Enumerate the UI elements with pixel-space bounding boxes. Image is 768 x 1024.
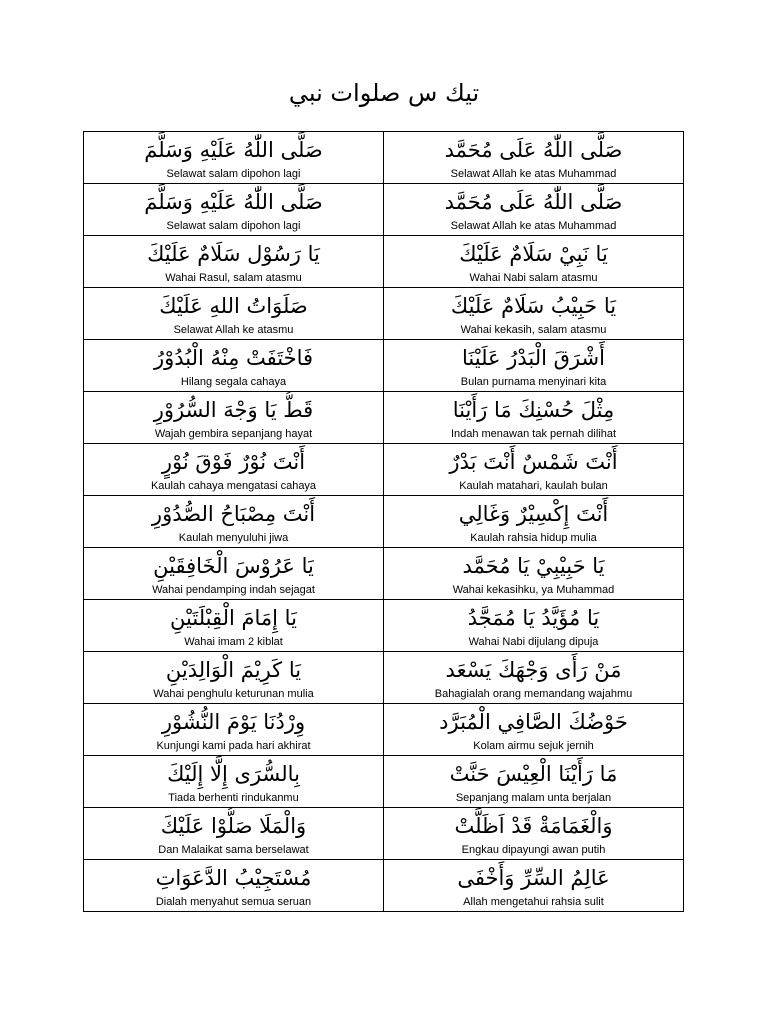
arabic-verse: قَطُّ يَا وَجْهَ السُّرُوْرِ [153, 398, 314, 422]
verse-cell-second [84, 132, 384, 184]
verse-cell-second [84, 496, 384, 548]
arabic-verse: يَا رَسُوْل سَلَامٌ عَلَيْكَ [147, 242, 320, 266]
table-row [84, 704, 684, 756]
malay-translation: Wajah gembira sepanjang hayat [154, 428, 313, 440]
verse-cell-first [384, 444, 684, 496]
verse-cell-second [84, 444, 384, 496]
arabic-verse: صَلَوَاتُ اللهِ عَلَيْكَ [159, 294, 308, 318]
arabic-verse: أَشْرَقَ الْبَدْرُ عَلَيْنَا [462, 346, 605, 370]
malay-translation: Selawat Allah ke atasmu [173, 324, 294, 336]
malay-translation: Selawat Allah ke atas Muhammad [450, 168, 617, 180]
verse-cell-first [384, 236, 684, 288]
table-row [84, 340, 684, 392]
table-row [84, 652, 684, 704]
malay-translation: Wahai penghulu keturunan mulia [153, 688, 314, 700]
selawat-table [83, 131, 684, 912]
malay-translation: Wahai kekasihku, ya Muhammad [452, 584, 615, 596]
verse-cell-first [384, 808, 684, 860]
malay-translation: Allah mengetahui rahsia sulit [463, 896, 604, 908]
table-row [84, 132, 684, 184]
verse-cell-second [84, 704, 384, 756]
verse-cell-second [84, 808, 384, 860]
verse-cell-second [84, 756, 384, 808]
malay-translation: Kaulah menyuluhi jiwa [178, 532, 289, 544]
verse-cell-second [84, 236, 384, 288]
verse-cell-second [84, 600, 384, 652]
table-row [84, 392, 684, 444]
verse-cell-first [384, 756, 684, 808]
verse-cell-first [384, 184, 684, 236]
malay-translation: Kaulah cahaya mengatasi cahaya [150, 480, 317, 492]
verse-cell-first [384, 548, 684, 600]
malay-translation: Selawat Allah ke atas Muhammad [450, 220, 617, 232]
arabic-verse: صَلَّى اللّٰهُ عَلَى مُحَمَّد [444, 190, 623, 214]
verse-cell-second [84, 392, 384, 444]
arabic-verse: عَالِمُ السِّرِّ وَأَخْفَى [457, 866, 610, 890]
verse-cell-second [84, 340, 384, 392]
malay-translation: Wahai pendamping indah sejagat [152, 584, 315, 596]
arabic-verse: صَلَّى اللّٰهُ عَلَى مُحَمَّد [444, 138, 623, 162]
verse-cell-first [384, 496, 684, 548]
arabic-verse: مَا رَأَيْنَا الْعِيْسَ حَنَّتْ [449, 762, 618, 786]
arabic-verse: صَلَّى اللّٰهُ عَلَيْهِ وَسَلَّمَ [144, 190, 323, 214]
malay-translation: Wahai Rasul, salam atasmu [165, 272, 302, 284]
arabic-verse: يَا نَبِيْ سَلَامٌ عَلَيْكَ [459, 242, 608, 266]
verse-cell-second [84, 548, 384, 600]
malay-translation: Kunjungi kami pada hari akhirat [156, 740, 311, 752]
arabic-verse: حَوْضُكَ الصَّافِي الْمُبَرَّد [439, 710, 628, 734]
verse-cell-second [84, 288, 384, 340]
selawat-table-body [84, 132, 684, 912]
arabic-verse: أَنْتَ مِصْبَاحُ الصُّدُوْرِ [151, 502, 316, 526]
arabic-verse: أَنْتَ شَمْسٌ أَنْتَ بَدْرٌ [449, 450, 618, 474]
malay-translation: Dan Malaikat sama berselawat [158, 844, 309, 856]
arabic-verse: فَاخْتَفَتْ مِنْهُ الْبُدُوْرُ [153, 346, 314, 370]
arabic-verse: مُسْتَجِيْبُ الدَّعَوَاتِ [155, 866, 312, 890]
verse-cell-first [384, 392, 684, 444]
arabic-verse: يَا مُؤَيَّدُ يَا مُمَجَّدُ [467, 606, 600, 630]
table-row [84, 600, 684, 652]
page-title: تيك س صلوات نبي [288, 79, 480, 107]
arabic-verse: يَا عَرُوْسَ الْخَافِقَيْنِ [153, 554, 314, 578]
arabic-verse: وَالْغَمَامَةْ قَدْ اَظَلَّتْ [454, 814, 613, 838]
arabic-verse: وَالْمَلَا صَلُّوْا عَلَيْكَ [160, 814, 307, 838]
arabic-verse: يَا حَبِيْبُ سَلَامٌ عَلَيْكَ [450, 294, 617, 318]
arabic-verse: أَنْتَ نُوْرٌ فَوْقَ نُوْرٍ [161, 450, 306, 474]
table-row [84, 444, 684, 496]
verse-cell-first [384, 652, 684, 704]
table-row [84, 548, 684, 600]
arabic-verse: أَنْتَ إِكْسِيْرٌ وَغَالِي [458, 502, 609, 526]
arabic-verse: بِالسُّرَى إِلَّا إِلَيْكَ [167, 762, 300, 786]
malay-translation: Dialah menyahut semua seruan [155, 896, 312, 908]
table-row [84, 184, 684, 236]
arabic-verse: صَلَّى اللّٰهُ عَلَيْهِ وَسَلَّمَ [144, 138, 323, 162]
malay-translation: Kaulah matahari, kaulah bulan [459, 480, 608, 492]
malay-translation: Kolam airmu sejuk jernih [473, 740, 594, 752]
table-row [84, 236, 684, 288]
arabic-verse: مَنْ رَأَى وَجْهَكَ يَسْعَد [445, 658, 622, 682]
table-row [84, 756, 684, 808]
verse-cell-first [384, 600, 684, 652]
malay-translation: Tiada berhenti rindukanmu [168, 792, 299, 804]
malay-translation: Engkau dipayungi awan putih [461, 844, 606, 856]
malay-translation: Hilang segala cahaya [180, 376, 287, 388]
malay-translation: Kaulah rahsia hidup mulia [470, 532, 597, 544]
verse-cell-first [384, 340, 684, 392]
arabic-verse: يَا كَرِيْمَ الْوَالِدَيْنِ [165, 658, 302, 682]
verse-cell-second [84, 184, 384, 236]
malay-translation: Sepanjang malam unta berjalan [455, 792, 612, 804]
arabic-verse: يَا إِمَامَ الْقِبْلَتَيْنِ [170, 606, 297, 630]
verse-cell-second [84, 860, 384, 912]
malay-translation: Selawat salam dipohon lagi [166, 220, 301, 232]
verse-cell-first [384, 132, 684, 184]
malay-translation: Bulan purnama menyinari kita [460, 376, 607, 388]
arabic-verse: مِثْلَ حُسْنِكَ مَا رَأَيْنَا [452, 398, 615, 422]
malay-translation: Bahagialah orang memandang wajahmu [434, 688, 633, 700]
malay-translation: Indah menawan tak pernah dilihat [450, 428, 617, 440]
table-row [84, 808, 684, 860]
verse-cell-first [384, 288, 684, 340]
arabic-verse: يَا حَبِيْبِيْ يَا مُحَمَّد [462, 554, 605, 578]
malay-translation: Wahai kekasih, salam atasmu [460, 324, 607, 336]
table-row [84, 288, 684, 340]
verse-cell-second [84, 652, 384, 704]
table-row [84, 496, 684, 548]
verse-cell-first [384, 860, 684, 912]
verse-cell-first [384, 704, 684, 756]
malay-translation: Wahai imam 2 kiblat [184, 636, 283, 648]
malay-translation: Wahai Nabi dijulang dipuja [468, 636, 599, 648]
table-row [84, 860, 684, 912]
malay-translation: Selawat salam dipohon lagi [166, 168, 301, 180]
arabic-verse: وِرْدُنَا يَوْمَ النُّشُوْرِ [161, 710, 306, 734]
malay-translation: Wahai Nabi salam atasmu [469, 272, 598, 284]
